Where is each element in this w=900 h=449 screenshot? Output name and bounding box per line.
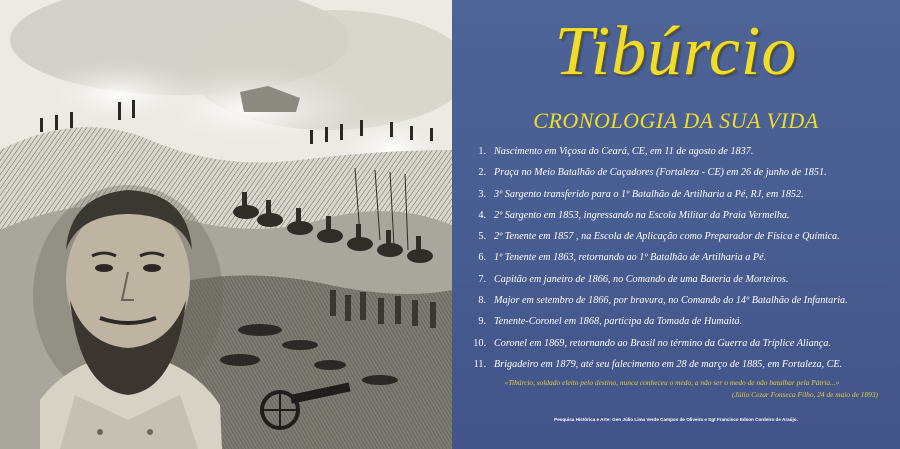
title: Tibúrcio — [554, 13, 798, 90]
timeline-item-number: 7. — [478, 273, 486, 285]
timeline-item-text: 1º Tenente em 1863, retornando ao 1º Batalhão de Artilharia a Pé. — [494, 252, 767, 264]
timeline-item-number: 10. — [473, 337, 486, 349]
timeline-item — [452, 162, 900, 183]
quote-author: (Júlio Cezar Fonseca Filho, 24 de maio de 1893) — [732, 390, 878, 399]
timeline-item-number: 9. — [478, 316, 486, 328]
timeline-item — [452, 141, 900, 162]
timeline-item-text: Coronel em 1869, retornando ao Brasil no término da Guerra da Tríplice Aliança. — [494, 337, 831, 349]
timeline-item-text: Brigadeiro em 1879, até seu falecimento em 28 de março de 1885, em Fortaleza, CE. — [494, 358, 843, 370]
timeline-item — [452, 247, 900, 268]
timeline-item-text: 3º Sargento transferido para o 1º Batalhão de Artilharia a Pé, RJ, em 1852. — [494, 188, 804, 200]
timeline-item-text: Major em setembro de 1866, por bravura, no Comando do 14º Batalhão de Infantaria. — [494, 295, 848, 307]
subtitle: CRONOLOGIA DA SUA VIDA — [533, 108, 819, 133]
timeline-item-number: 5. — [478, 231, 486, 243]
timeline-list — [452, 141, 900, 375]
timeline-item-text: Praça no Meio Batalhão de Caçadores (Fortaleza - CE) em 26 de junho de 1851. — [494, 167, 827, 179]
timeline-item — [452, 184, 900, 205]
credits: Pesquisa Histórica e Arte: Gen Júlio Lima Verde Campos de Oliveira e Sgt Francisco Edson Cordeiro de Araújo. — [554, 417, 798, 422]
timeline-item-number: 2. — [478, 167, 486, 179]
timeline-item-number: 11. — [473, 358, 486, 370]
timeline-item — [452, 354, 900, 375]
timeline-item — [452, 205, 900, 226]
timeline-item-number: 1. — [478, 146, 486, 157]
timeline-item-number: 8. — [478, 295, 486, 307]
timeline-item — [452, 290, 900, 311]
timeline-item-text: Capitão em janeiro de 1866, no Comando de uma Bateria de Morteiros. — [494, 273, 789, 285]
timeline-item-number: 4. — [478, 209, 486, 221]
timeline-item — [452, 269, 900, 290]
timeline-item-text: 2º Tenente em 1857 , na Escola de Aplicação como Preparador de Física e Química. — [494, 231, 840, 243]
quote: «Tibúrcio, soldado eleito pelo destino, nunca conheceu o medo, a não ser o medo de não batalhar pela Pátria...» — [504, 378, 840, 387]
timeline-item-text: Tenente-Coronel em 1868, participa da Tomada de Humaitá. — [494, 316, 743, 328]
timeline-item-number: 3. — [478, 188, 486, 200]
timeline-item-number: 6. — [478, 252, 486, 264]
timeline-item-text: 2º Sargento em 1853, ingressando na Escola Militar da Praia Vermelha. — [494, 209, 790, 221]
portrait — [33, 185, 223, 449]
timeline-item — [452, 311, 900, 332]
timeline-item — [452, 333, 900, 354]
chronology-panel — [452, 0, 900, 449]
timeline-item — [452, 226, 900, 247]
timeline-item-text: Nascimento em Viçosa do Ceará, CE, em 11 de agosto de 1837. — [494, 146, 754, 157]
